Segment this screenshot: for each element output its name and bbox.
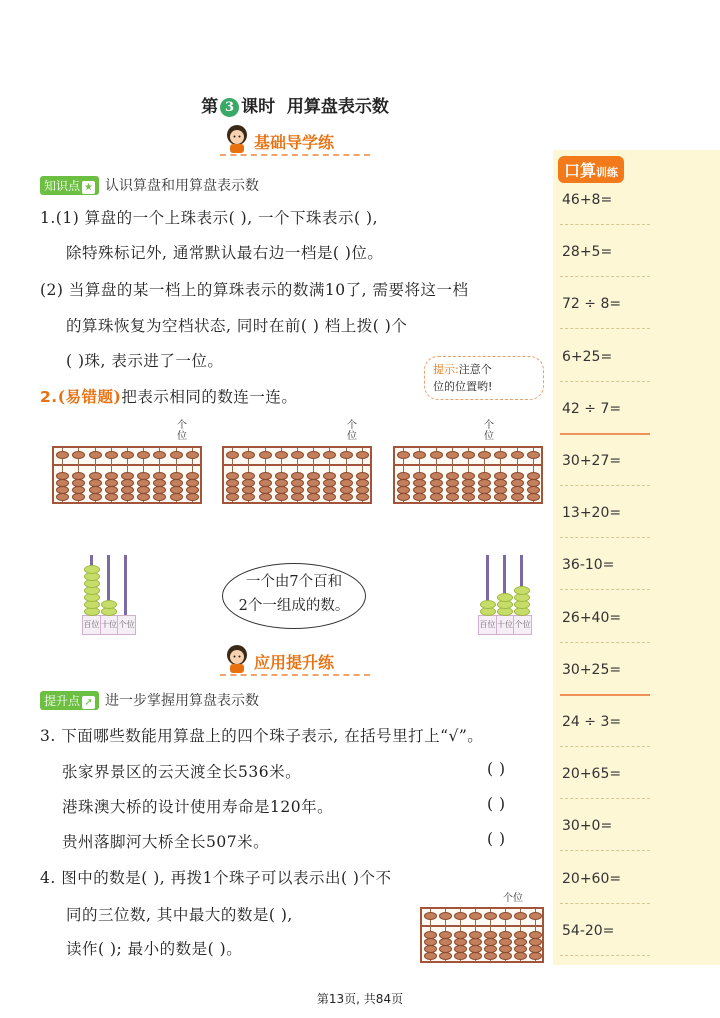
abacus-bead — [323, 479, 336, 487]
abacus-bead — [439, 952, 452, 960]
lesson-prefix: 第 — [201, 97, 219, 117]
abacus-bead — [340, 493, 353, 501]
abacus-bead — [259, 472, 272, 480]
abacus-bead — [397, 486, 410, 494]
abacus-1 — [52, 420, 202, 504]
star-icon: ★ — [82, 181, 95, 194]
counter-bead — [84, 565, 100, 574]
abacus-bead — [356, 451, 369, 459]
exercise-divider — [560, 485, 650, 486]
abacus-bead — [446, 486, 459, 494]
abacus-bead — [307, 451, 320, 459]
section2-banner — [220, 650, 370, 676]
exercise-divider — [560, 850, 650, 851]
abacus-bead — [121, 451, 134, 459]
exercise-item: 24 ÷ 3= — [562, 714, 622, 730]
abacus-bead — [499, 952, 512, 960]
abacus-bead — [275, 479, 288, 487]
abacus-bead — [153, 451, 166, 459]
abacus-bead — [356, 472, 369, 480]
abacus-bead — [413, 493, 426, 501]
abacus-bead — [186, 479, 199, 487]
abacus-bead — [105, 493, 118, 501]
q4-line3: 读作( ); 最小的数是( )。 — [66, 940, 243, 958]
abacus-bead — [153, 479, 166, 487]
abacus-bead — [137, 486, 150, 494]
abacus-bead — [323, 472, 336, 480]
abacus-bead — [514, 945, 527, 953]
abacus-bead — [413, 472, 426, 480]
abacus-bead — [275, 472, 288, 480]
section1-banner-text: 基础导学练 — [254, 133, 335, 152]
abacus-bead — [226, 493, 239, 501]
exercise-item: 26+40= — [562, 609, 622, 626]
abacus-bead — [105, 472, 118, 480]
abacus-bead — [72, 472, 85, 480]
abacus-bead — [226, 472, 239, 480]
exercise-item: 20+65= — [562, 766, 622, 783]
knowledge-point-row — [40, 175, 259, 195]
abacus-bead — [462, 451, 475, 459]
abacus-1-place-label: 个位 — [177, 420, 187, 442]
abacus-bead — [424, 952, 437, 960]
abacus-bead — [259, 451, 272, 459]
abacus-bead — [242, 486, 255, 494]
exercise-divider — [560, 276, 650, 277]
abacus-bead — [439, 931, 452, 939]
abacus-bead — [484, 952, 497, 960]
q1-line4: 的算珠恢复为空档状态, 同时在前( ) 档上拨( )个 — [66, 317, 408, 335]
abacus-bead — [72, 451, 85, 459]
abacus-bead — [307, 486, 320, 494]
abacus-bead — [275, 451, 288, 459]
abacus-bead — [454, 912, 467, 920]
abacus-bead — [494, 451, 507, 459]
abacus-bead — [89, 493, 102, 501]
abacus-bead — [291, 451, 304, 459]
exercise-divider — [560, 537, 650, 538]
abacus-bead — [439, 912, 452, 920]
improvement-point-row — [40, 690, 259, 710]
ellipse-line1: 一个由7个百和 — [245, 574, 343, 590]
abacus-3 — [393, 420, 543, 504]
abacus-2-frame — [222, 446, 372, 504]
exercise-divider — [560, 224, 650, 225]
page-footer: 第13页, 共84页 — [316, 992, 404, 1006]
abacus-bead — [356, 486, 369, 494]
q3-question: 3. 下面哪些数能用算盘上的四个珠子表示, 在括号里打上“√”。 — [40, 727, 484, 745]
abacus-bead — [186, 493, 199, 501]
abacus-bead — [323, 486, 336, 494]
exercise-divider — [560, 328, 650, 329]
q1-line1: 1.(1) 算盘的一个上珠表示( ), 一个下珠表示( ), — [40, 209, 378, 227]
q3-item-3-blank[interactable]: ( ) — [487, 830, 506, 848]
abacus-bead — [226, 451, 239, 459]
exercise-divider — [560, 589, 650, 590]
abacus-bead — [397, 451, 410, 459]
abacus-bead — [307, 472, 320, 480]
abacus-bead — [340, 472, 353, 480]
abacus-bead — [430, 479, 443, 487]
counter-bead — [497, 593, 513, 602]
abacus-bead — [121, 472, 134, 480]
abacus-bead — [226, 486, 239, 494]
q2-text: 把表示相同的数连一连。 — [121, 388, 298, 406]
knowledge-badge: 知识点 ★ — [40, 176, 99, 195]
abacus-bead — [494, 472, 507, 480]
abacus-bead — [56, 486, 69, 494]
abacus-bead — [527, 479, 540, 487]
abacus-bead — [89, 472, 102, 480]
abacus-bead — [469, 945, 482, 953]
abacus-bead — [323, 451, 336, 459]
abacus-bead — [56, 472, 69, 480]
abacus-bead — [439, 945, 452, 953]
abacus-bead — [397, 493, 410, 501]
exercise-item: 30+25= — [562, 661, 622, 678]
exercise-divider — [560, 746, 650, 747]
number-description-ellipse — [222, 563, 366, 629]
abacus-bead — [137, 472, 150, 480]
abacus-bead — [186, 451, 199, 459]
abacus-bead — [89, 486, 102, 494]
abacus-bead — [323, 493, 336, 501]
abacus-bead — [529, 938, 542, 946]
exercise-item: 36-10= — [562, 557, 615, 574]
abacus-bead — [259, 479, 272, 487]
abacus-bead — [527, 451, 540, 459]
counter-rod — [124, 555, 127, 615]
q2-tag: (易错题) — [57, 387, 122, 406]
abacus-bead — [340, 479, 353, 487]
abacus-bead — [454, 945, 467, 953]
abacus-bead — [499, 912, 512, 920]
abacus-bead — [462, 486, 475, 494]
abacus-bead — [89, 451, 102, 459]
abacus-bead — [170, 472, 183, 480]
abacus-bead — [478, 493, 491, 501]
abacus-bead — [89, 479, 102, 487]
counter-right-base: 百位 十位 个位 — [478, 615, 532, 635]
abacus-bead — [478, 486, 491, 494]
abacus-bead — [454, 938, 467, 946]
abacus-bead — [430, 493, 443, 501]
lesson-name: 用算盘表示数 — [286, 97, 389, 117]
abacus-bead — [527, 493, 540, 501]
counter-left — [82, 555, 134, 635]
q4-line1: 4. 图中的数是( ), 再拨1个珠子可以表示出( )个不 — [40, 869, 392, 887]
q2-line — [40, 385, 297, 407]
abacus-bead — [454, 931, 467, 939]
abacus-bead — [397, 472, 410, 480]
abacus-bead — [356, 479, 369, 487]
abacus-bead — [186, 486, 199, 494]
arrow-icon: ➚ — [82, 696, 95, 709]
abacus-bead — [462, 479, 475, 487]
abacus-bead — [430, 451, 443, 459]
abacus-bead — [56, 451, 69, 459]
abacus-bead — [291, 493, 304, 501]
q2-number: 2. — [40, 388, 58, 406]
abacus-bead — [514, 912, 527, 920]
q1-line3: (2) 当算盘的某一档上的算珠表示的数满10了, 需要将这一档 — [40, 281, 469, 299]
abacus-bead — [356, 493, 369, 501]
abacus-bead — [397, 479, 410, 487]
abacus-bead — [478, 472, 491, 480]
abacus-bead — [242, 451, 255, 459]
q3-item-2: 港珠澳大桥的设计使用寿命是120年。 — [62, 798, 334, 816]
abacus-3-frame — [393, 446, 543, 504]
abacus-bead — [170, 451, 183, 459]
abacus-bead — [494, 493, 507, 501]
child-mascot-icon — [224, 644, 250, 674]
abacus-bead — [242, 472, 255, 480]
abacus-2-place-label: 个位 — [347, 420, 357, 442]
abacus-bead — [446, 451, 459, 459]
abacus-bead — [340, 486, 353, 494]
abacus-bead — [469, 931, 482, 939]
abacus-bead — [484, 945, 497, 953]
exercise-item: 30+27= — [562, 453, 622, 469]
abacus-bead — [291, 479, 304, 487]
exercise-divider — [560, 798, 650, 799]
abacus-bead — [137, 479, 150, 487]
abacus-beam — [422, 925, 542, 927]
abacus-bead — [340, 451, 353, 459]
abacus-bead — [484, 938, 497, 946]
abacus-bead — [170, 493, 183, 501]
abacus-bead — [170, 486, 183, 494]
lesson-title — [0, 92, 590, 117]
oral-calc-badge: 口算训练 — [558, 156, 624, 183]
abacus-bead — [121, 493, 134, 501]
exercise-item: 6+25= — [562, 348, 613, 365]
exercise-item: 72 ÷ 8= — [562, 296, 622, 313]
q4-abacus — [420, 893, 545, 965]
abacus-bead — [72, 486, 85, 494]
abacus-bead — [529, 931, 542, 939]
abacus-bead — [462, 493, 475, 501]
exercise-divider — [560, 433, 650, 435]
exercise-item: 20+60= — [562, 870, 622, 887]
abacus-bead — [242, 479, 255, 487]
abacus-bead — [446, 493, 459, 501]
abacus-bead — [462, 472, 475, 480]
abacus-bead — [72, 479, 85, 487]
abacus-bead — [275, 493, 288, 501]
abacus-bead — [484, 912, 497, 920]
ellipse-line2: 2个一组成的数。 — [238, 598, 350, 614]
abacus-bead — [153, 493, 166, 501]
abacus-bead — [275, 486, 288, 494]
q4-line2: 同的三位数, 其中最大的数是( ), — [66, 906, 293, 924]
abacus-bead — [170, 479, 183, 487]
abacus-bead — [137, 451, 150, 459]
counter-left-base: 百位 十位 个位 — [82, 615, 136, 635]
abacus-bead — [484, 931, 497, 939]
abacus-bead — [413, 479, 426, 487]
abacus-bead — [137, 493, 150, 501]
abacus-bead — [307, 493, 320, 501]
exercise-divider — [560, 903, 650, 904]
abacus-bead — [186, 472, 199, 480]
exercise-item: 42 ÷ 7= — [562, 400, 622, 417]
abacus-bead — [226, 479, 239, 487]
abacus-bead — [527, 486, 540, 494]
abacus-bead — [494, 479, 507, 487]
abacus-3-place-label: 个位 — [484, 420, 494, 442]
abacus-bead — [514, 931, 527, 939]
abacus-bead — [529, 945, 542, 953]
abacus-bead — [446, 472, 459, 480]
abacus-bead — [413, 451, 426, 459]
q3-item-1: 张家界景区的云天渡全长536米。 — [62, 763, 302, 781]
improvement-badge: 提升点 ➚ — [40, 691, 99, 710]
abacus-bead — [514, 952, 527, 960]
abacus-bead — [105, 479, 118, 487]
abacus-bead — [478, 479, 491, 487]
q3-item-2-blank[interactable]: ( ) — [487, 795, 506, 813]
lesson-number-badge: 3 — [220, 98, 239, 117]
exercise-item: 30+0= — [562, 818, 613, 835]
knowledge-text: 认识算盘和用算盘表示数 — [105, 178, 260, 194]
q4-abacus-place-label: 个位 — [503, 893, 523, 904]
tip-text1: 注意个 — [458, 363, 492, 376]
exercise-divider — [560, 694, 650, 696]
abacus-bead — [424, 931, 437, 939]
abacus-bead — [56, 479, 69, 487]
abacus-bead — [494, 486, 507, 494]
abacus-bead — [153, 486, 166, 494]
abacus-bead — [430, 472, 443, 480]
exercise-divider — [560, 381, 650, 382]
abacus-2 — [222, 420, 372, 504]
abacus-bead — [527, 472, 540, 480]
abacus-bead — [307, 479, 320, 487]
abacus-bead — [511, 472, 524, 480]
abacus-bead — [413, 486, 426, 494]
abacus-bead — [446, 479, 459, 487]
q3-item-3: 贵州落脚河大桥全长507米。 — [62, 833, 270, 851]
q3-item-1-blank[interactable]: ( ) — [487, 760, 506, 778]
exercise-item: 54-20= — [562, 922, 615, 939]
q4-abacus-frame — [420, 907, 544, 963]
abacus-bead — [469, 938, 482, 946]
abacus-bead — [242, 493, 255, 501]
abacus-bead — [291, 472, 304, 480]
section1-banner — [220, 130, 370, 156]
abacus-bead — [56, 493, 69, 501]
abacus-bead — [499, 938, 512, 946]
abacus-bead — [439, 938, 452, 946]
abacus-bead — [529, 912, 542, 920]
abacus-bead — [424, 945, 437, 953]
exercise-item: 28+5= — [562, 244, 613, 261]
abacus-bead — [121, 479, 134, 487]
abacus-bead — [454, 952, 467, 960]
counter-bead — [514, 586, 530, 595]
abacus-bead — [105, 486, 118, 494]
abacus-bead — [259, 486, 272, 494]
abacus-bead — [469, 912, 482, 920]
abacus-bead — [478, 451, 491, 459]
section2-banner-text: 应用提升练 — [254, 653, 335, 672]
tip-box — [424, 356, 544, 400]
counter-right — [478, 555, 530, 635]
tip-text2: 位的位置哟! — [433, 380, 493, 393]
abacus-bead — [514, 938, 527, 946]
abacus-bead — [499, 931, 512, 939]
improvement-text: 进一步掌握用算盘表示数 — [105, 693, 260, 709]
tip-label: 提示: — [433, 363, 459, 376]
abacus-bead — [259, 493, 272, 501]
abacus-bead — [511, 493, 524, 501]
abacus-bead — [511, 486, 524, 494]
exercise-divider — [560, 642, 650, 643]
abacus-bead — [511, 479, 524, 487]
exercise-item: 13+20= — [562, 505, 622, 522]
abacus-bead — [72, 493, 85, 501]
q1-line5: ( )珠, 表示进了一位。 — [66, 352, 224, 370]
abacus-1-frame — [52, 446, 202, 504]
abacus-bead — [430, 486, 443, 494]
abacus-bead — [424, 912, 437, 920]
exercise-divider — [560, 955, 650, 956]
abacus-bead — [529, 952, 542, 960]
counter-bead — [480, 600, 496, 609]
abacus-bead — [105, 451, 118, 459]
abacus-bead — [511, 451, 524, 459]
abacus-bead — [499, 945, 512, 953]
exercise-item: 46+8= — [562, 192, 613, 208]
abacus-bead — [153, 472, 166, 480]
lesson-suffix: 课时 — [241, 97, 276, 117]
counter-bead — [101, 600, 117, 609]
q1-line2: 除特殊标记外, 通常默认最右边一档是( )位。 — [66, 244, 384, 262]
abacus-bead — [121, 486, 134, 494]
abacus-bead — [424, 938, 437, 946]
child-mascot-icon — [224, 124, 250, 154]
abacus-bead — [291, 486, 304, 494]
abacus-bead — [469, 952, 482, 960]
